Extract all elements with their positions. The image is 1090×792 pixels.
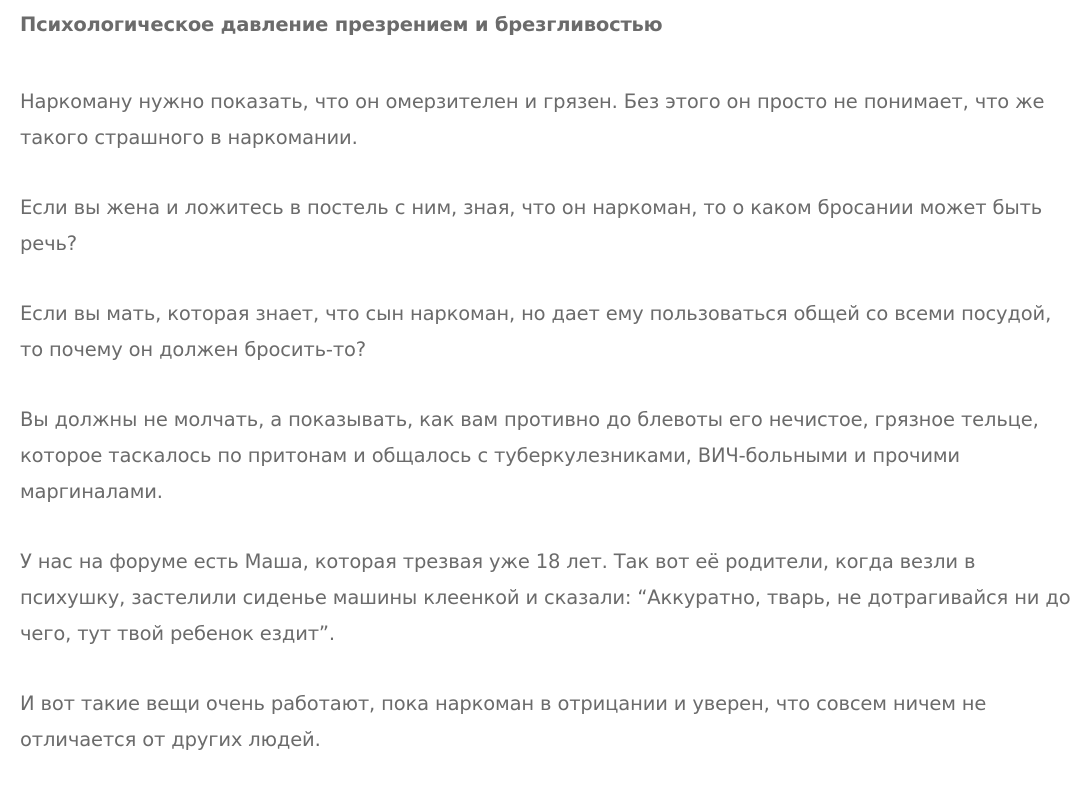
paragraph-3: Если вы мать, которая знает, что сын наркоман, но дает ему пользоваться общей со всеми посудой, то почему он должен бросить-то? [20,302,1052,361]
article [20,10,1075,792]
article-title: Психологическое давление презрением и брезгливостью [20,13,663,36]
paragraph-2: Если вы жена и ложитесь в постель с ним, зная, что он наркоман, то о каком бросании может быть речь? [20,196,1043,255]
paragraph-4: Вы должны не молчать, а показывать, как вам противно до блевоты его нечистое, грязное тельце, которое таскалось по притонам и общалось с туберкулезниками, ВИЧ-больными и прочими маргиналами. [20,408,1039,503]
paragraph-6: И вот такие вещи очень работают, пока наркоман в отрицании и уверен, что совсем ничем не отличается от других людей. [20,692,987,751]
paragraph-1: Наркоману нужно показать, что он омерзителен и грязен. Без этого он просто не понимает, что же такого страшного в наркомании. [20,90,1045,149]
paragraph-5: У нас на форуме есть Маша, которая трезвая уже 18 лет. Так вот её родители, когда везли в психушку, застелили сиденье машины клеенкой и сказали: “Аккуратно, тварь, не дотрагивайся ни до чего, тут твой ребенок ездит”. [20,550,1071,645]
